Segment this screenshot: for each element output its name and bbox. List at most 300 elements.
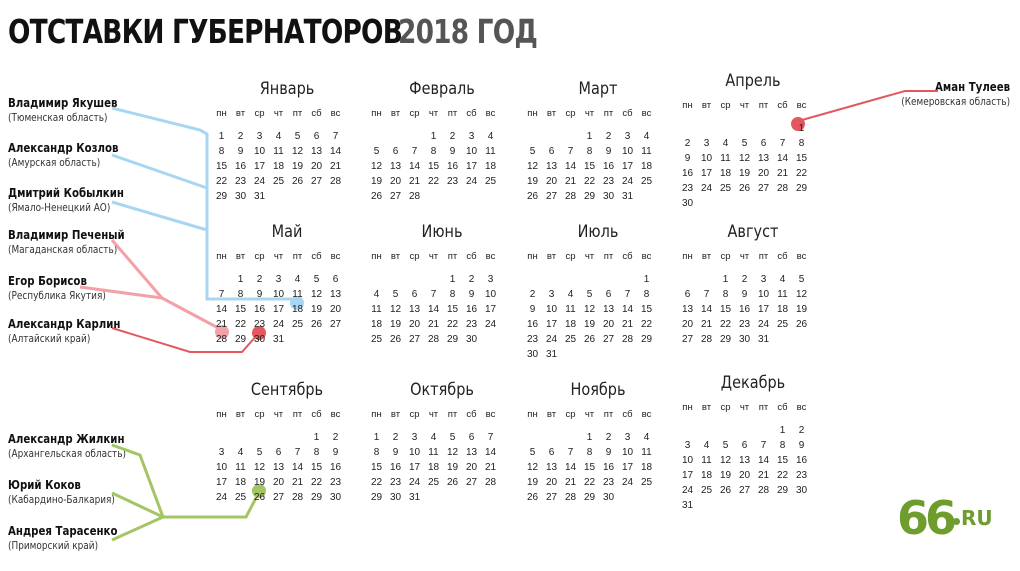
day-cell: 30 <box>389 492 402 503</box>
day-cell: 20 <box>272 477 285 488</box>
weekday-label: вт <box>546 251 557 262</box>
week-row <box>678 332 828 347</box>
weekday-label: сб <box>311 251 322 262</box>
week-row <box>367 475 517 490</box>
person-name: Андрея Тарасенко <box>8 524 118 538</box>
weekday-label: чт <box>584 251 595 262</box>
day-cell: 6 <box>275 447 282 458</box>
empty-cell <box>716 121 735 136</box>
day-cell: 13 <box>310 146 323 157</box>
empty-cell <box>754 423 773 438</box>
day-cell: 17 <box>700 168 713 179</box>
day-cell: 30 <box>329 492 342 503</box>
weekday-label: вс <box>641 409 652 420</box>
week-row <box>212 490 362 505</box>
day-cell: 13 <box>272 462 285 473</box>
weekday-label: пт <box>447 409 458 420</box>
day-cell: 3 <box>468 131 475 142</box>
day-cell: 14 <box>215 304 228 315</box>
person-region: (Архангельская область) <box>8 448 126 460</box>
weekday-label: пн <box>682 100 693 111</box>
day-cell: 14 <box>776 153 789 164</box>
day-cell: 5 <box>294 131 301 142</box>
day-cell: 24 <box>484 319 497 330</box>
day-cell: 26 <box>738 183 751 194</box>
empty-cell <box>367 129 386 144</box>
month-name: Август <box>727 222 779 242</box>
day-cell: 22 <box>719 319 732 330</box>
day-cell: 29 <box>583 191 596 202</box>
empty-cell <box>716 196 735 211</box>
day-cell: 25 <box>291 319 304 330</box>
day-cell: 7 <box>779 138 786 149</box>
week-row <box>678 423 828 438</box>
day-cell: 11 <box>485 146 496 157</box>
empty-cell <box>637 490 656 505</box>
weekday-label: вт <box>390 108 401 119</box>
empty-cell <box>599 347 618 362</box>
day-cell: 22 <box>310 477 323 488</box>
empty-cell <box>288 332 307 347</box>
day-cell: 3 <box>624 432 631 443</box>
day-cell: 2 <box>392 432 399 443</box>
day-cell: 22 <box>215 176 228 187</box>
day-cell: 27 <box>329 319 342 330</box>
week-row <box>523 332 673 347</box>
week-row <box>212 287 362 302</box>
day-cell: 29 <box>215 191 228 202</box>
day-cell: 9 <box>529 304 536 315</box>
day-cell: 9 <box>237 146 244 157</box>
day-cell: 3 <box>275 274 282 285</box>
weekday-label: вс <box>485 251 496 262</box>
weekday-label: чт <box>273 108 284 119</box>
day-cell: 16 <box>234 161 247 172</box>
person-region: (Кабардино-Балкария) <box>8 494 115 506</box>
day-cell: 10 <box>465 146 478 157</box>
day-cell: 21 <box>215 319 228 330</box>
day-cell: 18 <box>370 319 383 330</box>
week-row <box>523 144 673 159</box>
empty-cell <box>462 189 481 204</box>
day-cell: 28 <box>427 334 440 345</box>
empty-cell <box>716 423 735 438</box>
day-cell: 21 <box>564 176 577 187</box>
month-name: Июнь <box>421 222 463 242</box>
empty-cell <box>735 196 754 211</box>
person-name: Юрий Коков <box>8 478 81 492</box>
month-name: Апрель <box>725 71 781 91</box>
day-cell: 20 <box>738 470 751 481</box>
day-cell: 23 <box>738 319 751 330</box>
weekday-header <box>678 249 828 264</box>
day-cell: 3 <box>548 289 555 300</box>
month-name: Февраль <box>409 79 475 99</box>
day-cell: 19 <box>446 462 459 473</box>
day-cell: 2 <box>798 425 805 436</box>
day-cell: 31 <box>757 334 770 345</box>
day-cell: 18 <box>700 470 713 481</box>
day-cell: 23 <box>795 470 808 481</box>
day-cell: 15 <box>776 455 789 466</box>
empty-cell <box>561 347 580 362</box>
day-cell: 18 <box>427 462 440 473</box>
weekday-label: вс <box>641 251 652 262</box>
weekday-label: ср <box>254 251 265 262</box>
day-cell: 13 <box>545 161 558 172</box>
day-cell: 5 <box>529 146 536 157</box>
person-name: Аман Тулеев <box>934 80 1010 94</box>
day-cell: 17 <box>545 319 558 330</box>
day-cell: 28 <box>215 334 228 345</box>
empty-cell <box>424 189 443 204</box>
day-cell: 31 <box>621 191 634 202</box>
weekday-label: сб <box>311 108 322 119</box>
day-cell: 24 <box>272 319 285 330</box>
empty-cell <box>618 347 637 362</box>
day-cell: 3 <box>487 274 494 285</box>
day-cell: 8 <box>313 447 320 458</box>
week-row <box>678 498 828 513</box>
weekday-label: чт <box>584 409 595 420</box>
month-name: Сентябрь <box>250 380 324 400</box>
day-cell: 25 <box>272 176 285 187</box>
day-cell: 19 <box>526 176 539 187</box>
day-cell: 15 <box>310 462 323 473</box>
day-cell: 23 <box>446 176 459 187</box>
day-cell: 20 <box>602 319 615 330</box>
day-cell: 23 <box>253 319 266 330</box>
person-region: (Республика Якутия) <box>8 290 106 302</box>
day-cell: 28 <box>564 492 577 503</box>
weekday-label: сб <box>311 409 322 420</box>
day-cell: 1 <box>798 123 805 134</box>
day-cell: 4 <box>430 432 437 443</box>
empty-cell <box>618 272 637 287</box>
day-cell: 20 <box>545 477 558 488</box>
empty-cell <box>424 272 443 287</box>
weekday-label: пн <box>216 108 227 119</box>
day-cell: 2 <box>605 432 612 443</box>
person-region: (Магаданская область) <box>8 244 118 256</box>
weekday-label: ср <box>565 409 576 420</box>
day-cell: 24 <box>681 485 694 496</box>
day-cell: 24 <box>253 176 266 187</box>
day-cell: 6 <box>684 289 691 300</box>
day-cell: 30 <box>602 492 615 503</box>
day-cell: 28 <box>564 191 577 202</box>
day-cell: 28 <box>484 477 497 488</box>
day-cell: 4 <box>275 131 282 142</box>
day-cell: 26 <box>446 477 459 488</box>
day-cell: 29 <box>640 334 653 345</box>
day-cell: 29 <box>795 183 808 194</box>
day-cell: 8 <box>586 447 593 458</box>
empty-cell <box>307 332 326 347</box>
week-row <box>678 468 828 483</box>
week-row <box>212 460 362 475</box>
weekday-label: чт <box>739 402 750 413</box>
title-main: ОТСТАВКИ ГУБЕРНАТОРОВ <box>8 12 403 51</box>
day-cell: 17 <box>465 161 478 172</box>
day-cell: 14 <box>329 146 342 157</box>
empty-cell <box>231 430 250 445</box>
empty-cell <box>561 129 580 144</box>
empty-cell <box>405 129 424 144</box>
connector-kozlov <box>112 155 207 188</box>
day-cell: 5 <box>256 447 263 458</box>
day-cell: 13 <box>738 455 751 466</box>
week-row <box>523 272 673 287</box>
week-row <box>678 453 828 468</box>
day-cell: 4 <box>779 274 786 285</box>
day-cell: 17 <box>215 477 228 488</box>
day-cell: 18 <box>291 304 304 315</box>
day-cell: 30 <box>234 191 247 202</box>
day-cell: 15 <box>795 153 808 164</box>
weekday-label: вс <box>796 402 807 413</box>
day-cell: 1 <box>430 131 437 142</box>
day-cell: 2 <box>529 289 536 300</box>
day-cell: 29 <box>370 492 383 503</box>
weekday-label: вт <box>235 251 246 262</box>
day-cell: 1 <box>586 131 593 142</box>
week-row <box>367 272 517 287</box>
day-cell: 7 <box>411 146 418 157</box>
day-cell: 8 <box>430 146 437 157</box>
weekday-label: ср <box>254 108 265 119</box>
empty-cell <box>618 490 637 505</box>
day-cell: 2 <box>256 274 263 285</box>
day-cell: 3 <box>256 131 263 142</box>
day-cell: 6 <box>548 146 555 157</box>
empty-cell <box>754 498 773 513</box>
day-cell: 27 <box>389 191 402 202</box>
day-cell: 6 <box>760 138 767 149</box>
day-cell: 12 <box>526 462 539 473</box>
logo-suffix: RU <box>961 506 993 530</box>
week-row <box>678 438 828 453</box>
day-cell: 7 <box>332 131 339 142</box>
day-cell: 19 <box>583 319 596 330</box>
person-region: (Амурская область) <box>8 157 101 169</box>
week-row <box>212 430 362 445</box>
weekday-label: вт <box>235 409 246 420</box>
month-name: Октябрь <box>410 380 474 400</box>
day-cell: 5 <box>373 146 380 157</box>
day-cell: 22 <box>583 477 596 488</box>
day-cell: 29 <box>310 492 323 503</box>
day-cell: 17 <box>253 161 266 172</box>
weekday-label: пт <box>603 409 614 420</box>
day-cell: 3 <box>703 138 710 149</box>
week-row <box>367 445 517 460</box>
day-cell: 29 <box>446 334 459 345</box>
empty-cell <box>792 196 811 211</box>
day-cell: 14 <box>564 462 577 473</box>
weekday-label: пт <box>603 108 614 119</box>
weekday-label: ср <box>565 108 576 119</box>
day-cell: 13 <box>545 462 558 473</box>
day-cell: 20 <box>681 319 694 330</box>
week-row <box>678 302 828 317</box>
day-cell: 5 <box>722 440 729 451</box>
day-cell: 1 <box>313 432 320 443</box>
day-cell: 26 <box>795 319 808 330</box>
day-cell: 23 <box>329 477 342 488</box>
empty-cell <box>405 272 424 287</box>
day-cell: 4 <box>722 138 729 149</box>
weekday-label: вс <box>796 100 807 111</box>
day-cell: 19 <box>719 470 732 481</box>
day-cell: 11 <box>428 447 439 458</box>
empty-cell <box>481 490 500 505</box>
day-cell: 26 <box>583 334 596 345</box>
day-cell: 3 <box>218 447 225 458</box>
day-cell: 21 <box>484 462 497 473</box>
day-cell: 23 <box>389 477 402 488</box>
empty-cell <box>481 332 500 347</box>
person-name: Владимир Печеный <box>8 228 125 242</box>
day-cell: 4 <box>487 131 494 142</box>
day-cell: 18 <box>234 477 247 488</box>
day-cell: 17 <box>681 470 694 481</box>
empty-cell <box>773 332 792 347</box>
connector-borisov <box>80 287 162 298</box>
day-cell: 26 <box>370 191 383 202</box>
empty-cell <box>697 196 716 211</box>
day-cell: 30 <box>738 334 751 345</box>
day-cell: 22 <box>640 319 653 330</box>
weekday-header <box>212 407 362 422</box>
weekday-label: сб <box>622 108 633 119</box>
weekday-label: вт <box>701 251 712 262</box>
empty-cell <box>678 121 697 136</box>
day-cell: 18 <box>776 304 789 315</box>
day-cell: 26 <box>526 191 539 202</box>
week-row <box>523 174 673 189</box>
day-cell: 5 <box>798 274 805 285</box>
month-name: Январь <box>259 79 315 99</box>
empty-cell <box>754 121 773 136</box>
day-cell: 22 <box>776 470 789 481</box>
weekday-header <box>678 98 828 113</box>
week-row <box>523 490 673 505</box>
day-cell: 8 <box>798 138 805 149</box>
day-cell: 12 <box>310 289 323 300</box>
week-row <box>678 287 828 302</box>
day-cell: 23 <box>681 183 694 194</box>
day-cell: 23 <box>465 319 478 330</box>
day-cell: 25 <box>776 319 789 330</box>
day-cell: 19 <box>389 319 402 330</box>
day-cell: 7 <box>294 447 301 458</box>
day-cell: 27 <box>465 477 478 488</box>
empty-cell <box>481 189 500 204</box>
day-cell: 14 <box>700 304 713 315</box>
day-cell: 16 <box>602 462 615 473</box>
day-cell: 11 <box>641 447 652 458</box>
day-cell: 28 <box>757 485 770 496</box>
day-cell: 16 <box>681 168 694 179</box>
week-row <box>678 136 828 151</box>
day-cell: 26 <box>291 176 304 187</box>
day-cell: 10 <box>272 289 285 300</box>
empty-cell <box>212 430 231 445</box>
weekday-label: вс <box>485 108 496 119</box>
day-cell: 23 <box>234 176 247 187</box>
day-cell: 22 <box>446 319 459 330</box>
day-cell: 4 <box>237 447 244 458</box>
empty-cell <box>462 490 481 505</box>
week-row <box>523 287 673 302</box>
day-cell: 30 <box>681 198 694 209</box>
day-cell: 14 <box>757 455 770 466</box>
weekday-header <box>523 407 673 422</box>
empty-cell <box>697 272 716 287</box>
empty-cell <box>599 272 618 287</box>
day-cell: 8 <box>218 146 225 157</box>
day-cell: 19 <box>795 304 808 315</box>
day-cell: 2 <box>449 131 456 142</box>
weekday-label: вс <box>796 251 807 262</box>
day-cell: 22 <box>234 319 247 330</box>
person-name: Александр Карлин <box>8 317 121 331</box>
day-cell: 9 <box>684 153 691 164</box>
day-cell: 1 <box>779 425 786 436</box>
weekday-label: пн <box>216 251 227 262</box>
empty-cell <box>386 272 405 287</box>
day-cell: 13 <box>408 304 421 315</box>
weekday-label: ср <box>409 409 420 420</box>
empty-cell <box>326 189 345 204</box>
day-cell: 20 <box>408 319 421 330</box>
day-cell: 1 <box>237 274 244 285</box>
weekday-label: чт <box>428 251 439 262</box>
weekday-label: пн <box>216 409 227 420</box>
day-cell: 10 <box>215 462 228 473</box>
weekday-label: вт <box>390 251 401 262</box>
weekday-label: вт <box>701 402 712 413</box>
week-row <box>523 302 673 317</box>
day-cell: 13 <box>681 304 694 315</box>
day-cell: 24 <box>621 176 634 187</box>
weekday-header <box>212 249 362 264</box>
weekday-label: пт <box>447 108 458 119</box>
day-cell: 6 <box>313 131 320 142</box>
day-cell: 25 <box>370 334 383 345</box>
day-cell: 11 <box>371 304 382 315</box>
empty-cell <box>386 129 405 144</box>
day-cell: 20 <box>545 176 558 187</box>
empty-cell <box>735 423 754 438</box>
week-row <box>523 159 673 174</box>
day-cell: 9 <box>468 289 475 300</box>
empty-cell <box>754 196 773 211</box>
week-row <box>367 490 517 505</box>
day-cell: 4 <box>643 131 650 142</box>
weekday-label: чт <box>739 100 750 111</box>
weekday-label: ср <box>565 251 576 262</box>
empty-cell <box>326 332 345 347</box>
day-cell: 21 <box>757 470 770 481</box>
week-row <box>212 445 362 460</box>
day-cell: 9 <box>256 289 263 300</box>
day-cell: 7 <box>430 289 437 300</box>
weekday-label: пн <box>682 402 693 413</box>
weekday-header <box>367 407 517 422</box>
day-cell: 13 <box>757 153 770 164</box>
